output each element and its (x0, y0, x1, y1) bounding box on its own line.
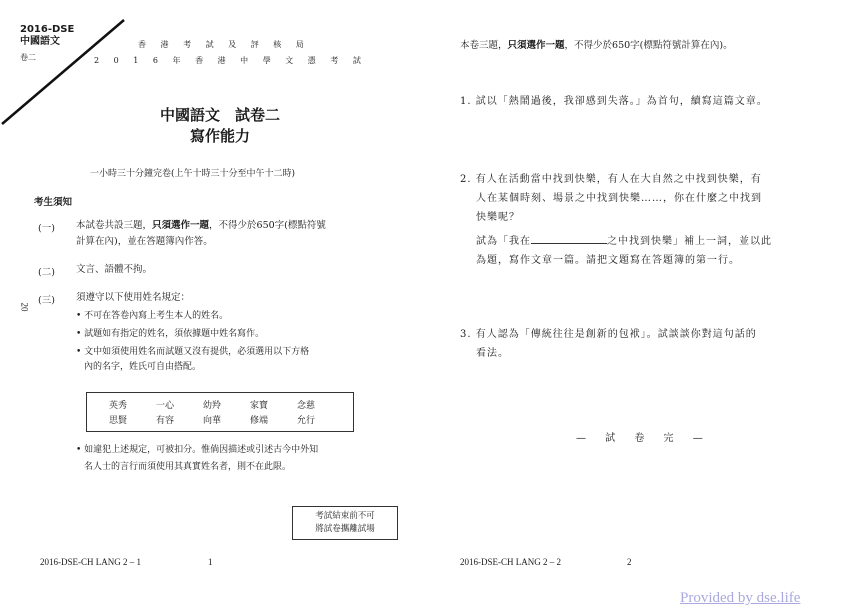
final-note: • 如違犯上述規定，可被扣分。惟倘因描述或引述古今中外知 名人士的言行而須使用其真實姓名者，則不在此限。 (76, 445, 319, 472)
page-number: 1 (208, 557, 213, 567)
paper-title: 中國語文 試卷二 (159, 106, 280, 124)
end-of-paper: — 試 卷 完 — (576, 433, 711, 444)
list-item: 內的名字，姓氏可自由搭配。 (84, 362, 202, 372)
authority-name: 香 港 考 試 及 評 核 局 (138, 40, 310, 49)
fill-in-blank (531, 233, 607, 244)
instructions-heading: 考生須知 (34, 197, 73, 208)
side-number: 20 (19, 302, 30, 312)
name-option: 家寶 (250, 401, 269, 411)
right-page (430, 0, 843, 612)
question-1: 1. 試以「熱鬧過後，我卻感到失落。」為首句，續寫這篇文章。 (460, 96, 768, 107)
name-option: 幼羚 (203, 401, 222, 411)
name-option: 允行 (297, 416, 316, 426)
name-option: 念慈 (297, 401, 316, 411)
name-option: 思賢 (109, 416, 128, 426)
list-item: • 不可在答卷內寫上考生本人的姓名。 (76, 311, 229, 321)
bullet-list (76, 309, 309, 375)
names-box (86, 392, 354, 432)
instruction-text: 本試卷共設三題，只須選作一題，不得少於650字(標點符號 計算在內)，並在答題簿內作答。 (76, 220, 326, 247)
name-option: 一心 (156, 401, 175, 411)
list-item: • 試題如有指定的姓名，須依據題中姓名寫作。 (76, 329, 265, 339)
instruction-number: (二) (38, 267, 55, 278)
instruction-number: (三) (38, 295, 55, 306)
instruction-number: (一) (38, 223, 55, 234)
footer-code: 2016-DSE-CH LANG 2 – 1 (40, 557, 141, 567)
exam-name: 2 0 1 6 年 香 港 中 學 文 憑 考 試 (94, 56, 367, 65)
name-option: 修端 (250, 416, 269, 426)
exam-notice-box: 考試結束前不可 將試卷攜離試場 (292, 506, 398, 540)
question-2: 2. 有人在活動當中找到快樂，有人在大自然之中找到快樂，有 人在某個時刻、場景之中找到快樂……，你在什麼之中找到 快樂呢？ (460, 174, 762, 223)
paper-label: 卷二 (20, 53, 36, 62)
watermark-link[interactable]: Provided by dse.life (680, 590, 801, 606)
right-intro: 本卷三題，只須選作一題，不得少於650字(標點符號計算在內)。 (460, 40, 733, 51)
list-item: • 文中如須使用姓名而試題又沒有提供，必須選用以下方格 (76, 347, 310, 357)
duration: 一小時三十分鐘完卷(上午十時三十分至中午十二時) (90, 169, 296, 179)
instruction-text: 須遵守以下使用姓名規定： (76, 292, 191, 303)
paper-subtitle: 寫作能力 (189, 127, 250, 145)
page-number: 2 (627, 557, 632, 567)
paper-code: 2016-DSE (20, 24, 75, 35)
name-option: 向華 (203, 416, 222, 426)
question-3: 3. 有人認為「傳統往往是創新的包袱」。試談談你對這句話的 看法。 (460, 329, 757, 359)
question-2-prompt: 試為「我在 之中找到快樂」補上一詞，並以此 為題，寫作文章一篇。請把文題寫在答題簿的第一行。 (476, 232, 772, 270)
name-option: 有容 (156, 416, 175, 426)
name-option: 英秀 (109, 401, 128, 411)
instruction-text: 文言、語體不拘。 (76, 264, 153, 275)
footer-code: 2016-DSE-CH LANG 2 – 2 (460, 557, 561, 567)
subject-label: 中國語文 (20, 36, 60, 47)
